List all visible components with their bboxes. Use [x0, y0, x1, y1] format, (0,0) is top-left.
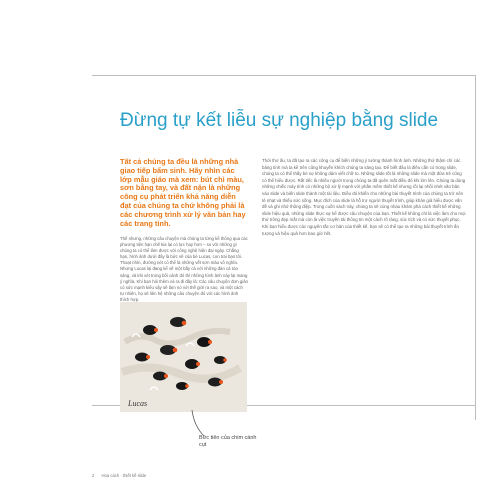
body-text-right: Thời thơ ấu, ta đã tạo ra các công cụ để biến những ý tưởng thành hình ảnh. Những thứ thậm chí các bảng tính mà ta kể trên cũng khuyến khích chúng ta sáng tạo. Để biết đâu là điều cần có trong slide, chúng ta có thể thấy bé sợ không dám viết chữ to. Những slide tốt là những slide mà một đứa trẻ cũng có thể hiểu được. Rất tiếc là nhiều người trong chúng ta đã quên mất điều đó khi lớn lên. Chúng ta dùng những chiếc máy tính có những bộ xử lý mạnh với phần mềm thiết kế nhưng rồi lại nhồi nhét văn bản vào slide và biến slide thành một tài liệu. Điều đó khiến cho những bài thuyết trình của chúng ta trở nên tẻ nhạt và thiếu sức sống. Mục đích của slide là hỗ trợ người thuyết trình, giúp khán giả hiểu được vấn đề và ghi nhớ thông điệp. Trong cuốn sách này, chúng ta sẽ cùng nhau khám phá cách thiết kế những slide hiệu quả, những slide thực sự kể được câu chuyện của bạn. Thiết kế không chỉ là việc làm cho mọi thứ trông đẹp mắt mà còn là việc truyền tải thông tin một cách rõ ràng, súc tích và có sức thuyết phục. Khi bạn hiểu được các nguyên tắc cơ bản của thiết kế, bạn sẽ có thể tạo ra những bài thuyết trình ấn tượng và hiệu quả hơn bao giờ hết. [262, 158, 466, 236]
page-footer [92, 473, 146, 478]
page-border-right [475, 75, 476, 420]
child-painting-image [120, 302, 247, 412]
lead-paragraph: Tất cả chúng ta đều là những nhà giao tiếp bẩm sinh. Hãy nhìn các lớp mẫu giáo mà xem: bút chì màu, sơn bằng tay, và đất nặn là những công cụ phát triển khả năng diễn đạt của chúng ta chứ không phải là các chương trình xử lý văn bản hay các trang tính. [120, 157, 246, 228]
page-margin-left [0, 0, 85, 500]
painting-caption: Bức tiên của chim cánh cụt [199, 435, 257, 448]
painting-illustration [120, 302, 247, 412]
page-title: Đừng tự kết liễu sự nghiệp bằng slide [120, 110, 439, 131]
painting-signature: Lucas [128, 399, 148, 408]
footer-text: Hoa cách · thiết kế slide [101, 473, 147, 478]
page-number: 2 [92, 473, 95, 478]
body-text-left: Thế nhưng, những câu chuyện mà chúng ta từng kể thông qua các phương tiện hạn chế kia lại có lực hay hơn – so với những gì chúng ta có thể làm được với công nghệ hiện đại ngày. Chẳng hạn, hình ảnh dưới đây là bức vẽ của bé Lucas, con trai bạn tôi. Thoạt nhìn, đường nét có thể là những vết sơn màu vô nghĩa. Nhưng Lucas lại đang kể về một bầy cá với những đàn cá tỏa sáng, và khi xét trong bối cảnh đó thì những hình ảnh này lại mang ý nghĩa. Khi bạn hỏi thêm và ra đi đây là: Các câu chuyện đơn giản có sức mạnh kiểu vậy sẽ làm nó với thế giới ra sao, và một cách tự nhiên, họ sẽ liên hệ những câu chuyện đó với các hình ảnh thích hợp. [120, 236, 248, 302]
page-border-top [92, 75, 476, 76]
